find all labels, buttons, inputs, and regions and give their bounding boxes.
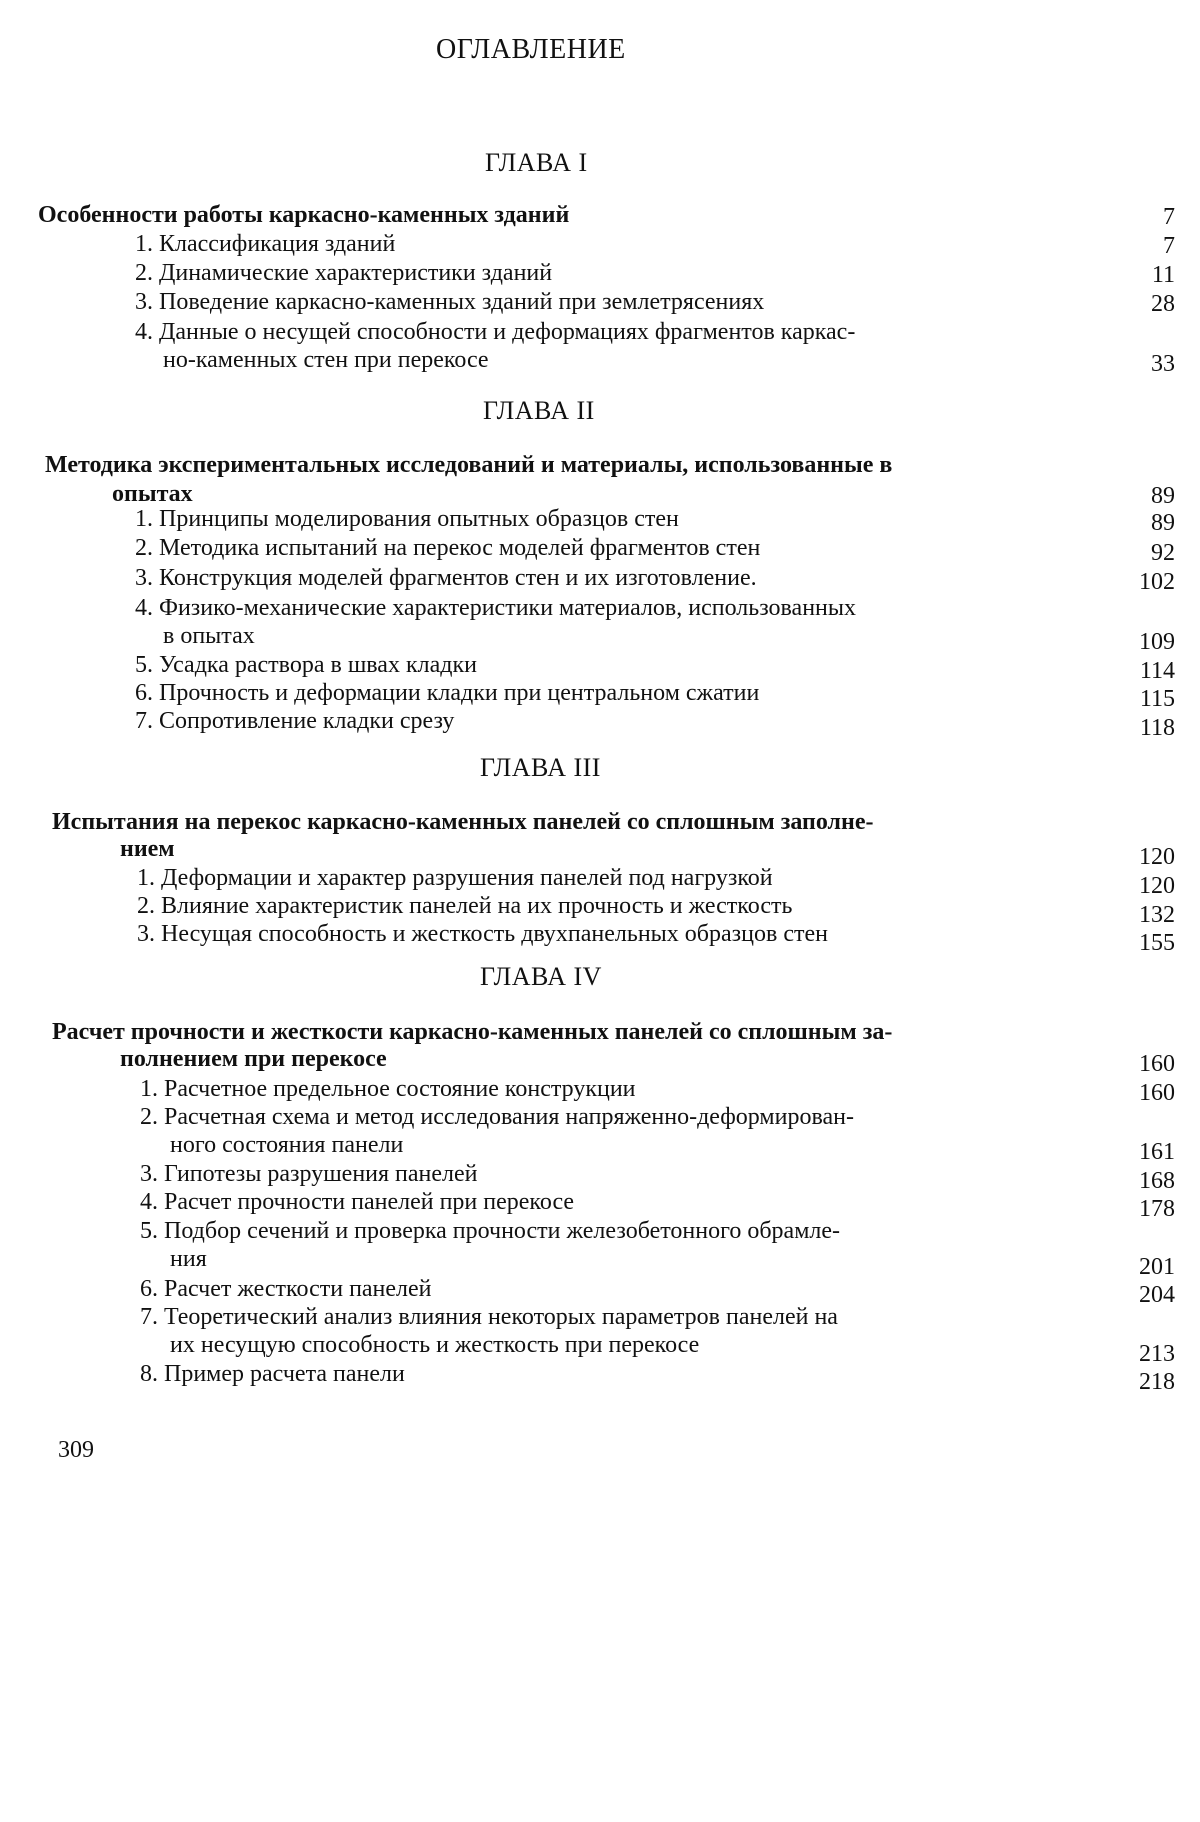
page-number: 89 [1151, 510, 1175, 536]
toc-item-continued: в опытах [163, 623, 255, 649]
page-number: 33 [1151, 351, 1175, 377]
section-title: Методика экспериментальных исследований и материалы, использованные в [45, 452, 893, 478]
toc-item-continued: ного состояния панели [170, 1132, 404, 1158]
section-title: Расчет прочности и жесткости каркасно-каменных панелей со сплошным за- [52, 1019, 893, 1045]
section-title: Особенности работы каркасно-каменных зданий [38, 202, 570, 228]
toc-item: 5. Подбор сечений и проверка прочности железобетонного обрамле- [140, 1218, 841, 1244]
page-number: 118 [1139, 715, 1175, 741]
toc-item: 4. Физико-механические характеристики материалов, использованных [135, 595, 857, 621]
toc-item: 1. Деформации и характер разрушения панелей под нагрузкой [137, 865, 773, 891]
page-number: 161 [1139, 1139, 1175, 1165]
page-folio: 309 [58, 1437, 94, 1463]
toc-item: 2. Динамические характеристики зданий [135, 260, 553, 286]
page-number: 92 [1151, 540, 1175, 566]
page-number: 120 [1139, 844, 1175, 870]
section-title-continued: опытах [112, 481, 193, 507]
toc-item: 1. Классификация зданий [135, 231, 396, 257]
page-number: 109 [1139, 629, 1175, 655]
toc-item: 4. Данные о несущей способности и деформациях фрагментов каркас- [135, 319, 856, 345]
toc-item: 7. Сопротивление кладки срезу [135, 708, 455, 734]
section-title: Испытания на перекос каркасно-каменных панелей со сплошным заполне- [52, 809, 874, 835]
page-number: 213 [1139, 1341, 1175, 1367]
page-number: 7 [1163, 233, 1175, 259]
page-number: 11 [1151, 262, 1175, 288]
chapter-heading: ГЛАВА II [483, 396, 595, 425]
toc-item-continued: их несущую способность и жесткость при перекосе [170, 1332, 700, 1358]
chapter-heading: ГЛАВА III [480, 753, 601, 782]
toc-item: 1. Принципы моделирования опытных образцов стен [135, 506, 679, 532]
page-number: 168 [1139, 1168, 1175, 1194]
section-title-continued: нием [120, 836, 175, 862]
toc-item: 3. Поведение каркасно-каменных зданий при землетрясениях [135, 289, 765, 315]
page-number: 155 [1139, 930, 1175, 956]
toc-item: 5. Усадка раствора в швах кладки [135, 652, 477, 678]
toc-item: 3. Гипотезы разрушения панелей [140, 1161, 478, 1187]
toc-item-continued: ния [170, 1246, 207, 1272]
page-number: 120 [1139, 873, 1175, 899]
toc-item: 3. Несущая способность и жесткость двухпанельных образцов стен [137, 921, 828, 947]
page-number: 115 [1139, 686, 1175, 712]
page-number: 160 [1139, 1051, 1175, 1077]
section-title-continued: полнением при перекосе [120, 1046, 387, 1072]
toc-item: 3. Конструкция моделей фрагментов стен и их изготовление. [135, 565, 757, 591]
page-number: 102 [1139, 569, 1175, 595]
page-title: ОГЛАВЛЕНИЕ [436, 34, 626, 65]
toc-item: 6. Расчет жесткости панелей [140, 1276, 432, 1302]
toc-item: 2. Расчетная схема и метод исследования напряженно-деформирован- [140, 1104, 854, 1130]
toc-item: 2. Влияние характеристик панелей на их прочность и жесткость [137, 893, 793, 919]
toc-item: 2. Методика испытаний на перекос моделей фрагментов стен [135, 535, 761, 561]
page-number: 114 [1139, 658, 1175, 684]
page-number: 218 [1139, 1369, 1175, 1395]
page-number: 89 [1151, 483, 1175, 509]
toc-item: 6. Прочность и деформации кладки при центральном сжатии [135, 680, 760, 706]
toc-item: 1. Расчетное предельное состояние конструкции [140, 1076, 636, 1102]
page-number: 201 [1139, 1254, 1175, 1280]
page-number: 132 [1139, 902, 1175, 928]
page-number: 204 [1139, 1282, 1175, 1308]
toc-item: 8. Пример расчета панели [140, 1361, 405, 1387]
page-number: 178 [1139, 1196, 1175, 1222]
chapter-heading: ГЛАВА I [485, 148, 588, 177]
page-number: 160 [1139, 1080, 1175, 1106]
toc-item-continued: но-каменных стен при перекосе [163, 347, 489, 373]
page-number: 7 [1163, 204, 1175, 230]
toc-item: 7. Теоретический анализ влияния некоторых параметров панелей на [140, 1304, 838, 1330]
chapter-heading: ГЛАВА IV [480, 962, 602, 991]
page-number: 28 [1151, 291, 1175, 317]
toc-item: 4. Расчет прочности панелей при перекосе [140, 1189, 575, 1215]
